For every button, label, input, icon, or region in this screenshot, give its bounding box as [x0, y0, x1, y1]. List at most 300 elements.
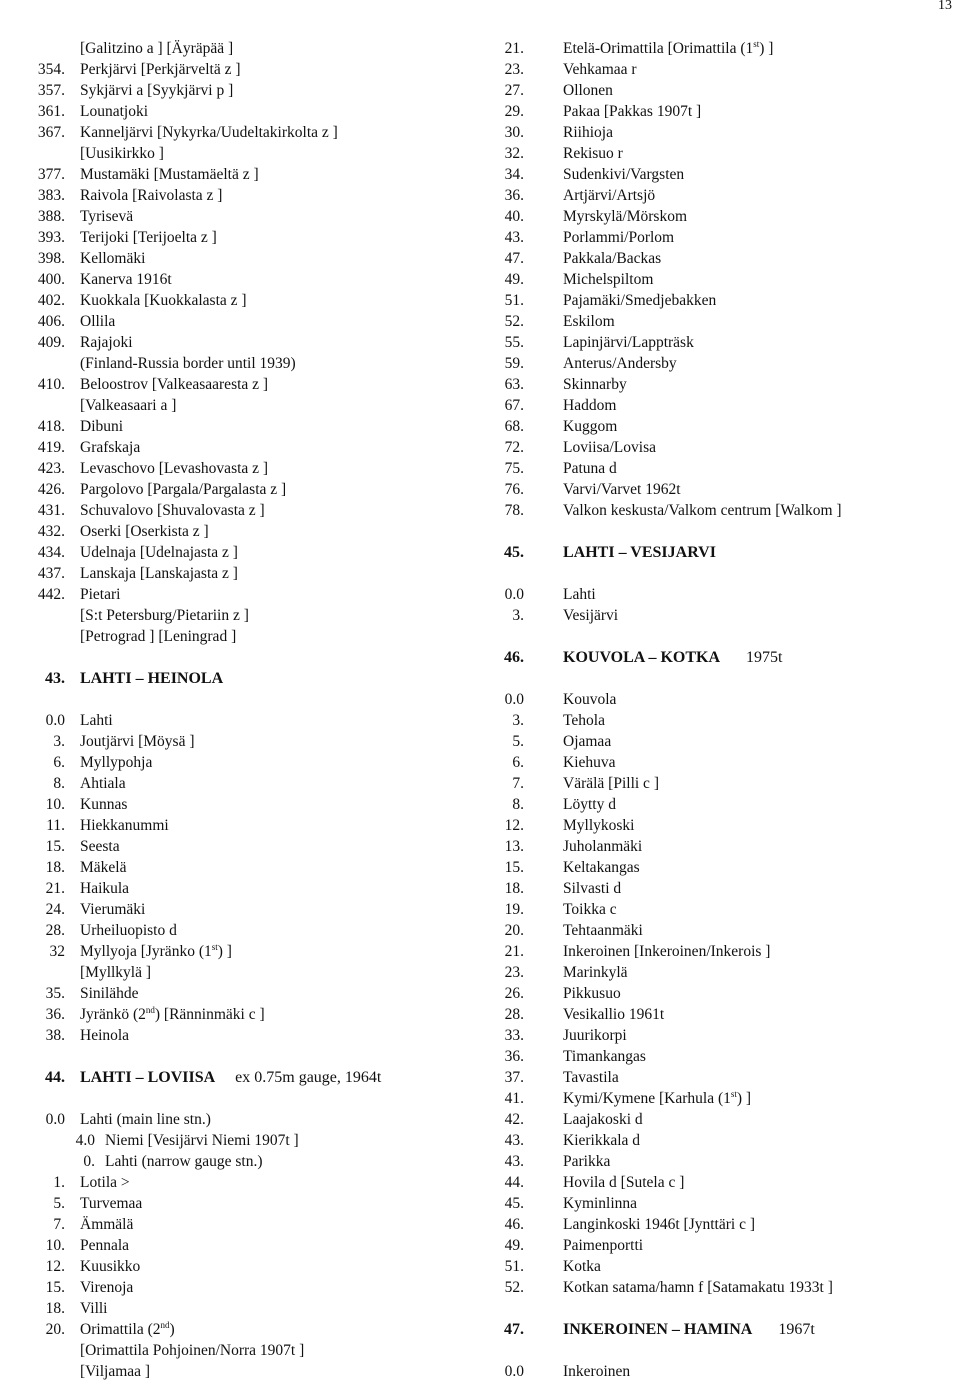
station-name: Löytty d	[563, 796, 616, 813]
km-value: 51.	[504, 292, 524, 309]
station-entry	[478, 878, 960, 899]
station-entry	[478, 1130, 960, 1151]
section-note: 1967t	[778, 1321, 815, 1338]
station-entry	[0, 206, 478, 227]
station-name: Mäkelä	[80, 859, 127, 876]
km-value: 7.	[512, 775, 524, 792]
station-entry	[478, 59, 960, 80]
station-entry	[0, 374, 478, 395]
station-name: Kotka	[563, 1258, 601, 1275]
km-value: 406.	[37, 313, 65, 330]
station-name: Lahti (narrow gauge stn.)	[105, 1153, 263, 1170]
km-value: 19.	[504, 901, 524, 918]
station-name: Silvasti d	[563, 880, 622, 897]
station-entry	[478, 1277, 960, 1298]
station-name: Myllykoski	[563, 817, 635, 834]
station-name: Ämmälä	[80, 1216, 134, 1233]
km-value: 432.	[37, 523, 65, 540]
km-value: 36.	[504, 1048, 524, 1065]
station-name: Marinkylä	[563, 964, 628, 981]
section-number: 45.	[504, 544, 524, 561]
station-name: Mustamäki [Mustamäeltä z ]	[80, 166, 259, 183]
station-name: Virenoja	[80, 1279, 134, 1296]
km-value: 377.	[37, 166, 65, 183]
km-value: 49.	[504, 1237, 524, 1254]
station-entry	[478, 899, 960, 920]
station-entry	[478, 143, 960, 164]
station-entry	[0, 878, 478, 899]
section-title: INKEROINEN – HAMINA	[563, 1321, 753, 1338]
section-heading	[478, 647, 960, 668]
section-heading	[478, 542, 960, 563]
station-name: Anterus/Andersby	[563, 355, 677, 372]
station-name-suffix: ) ]	[736, 1090, 752, 1107]
station-entry	[478, 38, 960, 59]
km-value: 78.	[504, 502, 524, 519]
station-name: Schuvalovo [Shuvalovasta z ]	[80, 502, 265, 519]
section-title: LAHTI – HEINOLA	[80, 670, 224, 687]
station-entry	[0, 752, 478, 773]
station-name: Kymi/Kymene [Karhula (1	[563, 1090, 731, 1107]
ordinal-suffix: st	[730, 1089, 737, 1099]
km-value: 8.	[53, 775, 65, 792]
km-value: 52.	[504, 313, 524, 330]
station-entry	[478, 1172, 960, 1193]
km-value: 1.	[53, 1174, 65, 1191]
station-entry	[478, 731, 960, 752]
section-number: 44.	[45, 1069, 65, 1086]
section-note: ex 0.75m gauge, 1964t	[235, 1069, 382, 1086]
km-value: 434.	[37, 544, 65, 561]
station-name: Tehola	[563, 712, 605, 729]
km-value: 15.	[45, 838, 65, 855]
station-entry	[478, 1088, 960, 1109]
station-entry	[478, 500, 960, 521]
section-heading	[0, 668, 478, 689]
station-name: Juholanmäki	[563, 838, 643, 855]
km-value: 67.	[504, 397, 524, 414]
station-name: Joutjärvi [Möysä ]	[80, 733, 195, 750]
km-value: 35.	[45, 985, 65, 1002]
km-value: 437.	[37, 565, 65, 582]
station-name: Michelspiltom	[563, 271, 654, 288]
station-entry	[478, 710, 960, 731]
station-name: Toikka c	[563, 901, 617, 918]
station-name-suffix: ) ]	[759, 40, 774, 57]
station-entry	[0, 1298, 478, 1319]
km-value: 409.	[37, 334, 65, 351]
section-heading	[0, 1067, 478, 1088]
station-entry	[0, 1319, 478, 1340]
entry-continuation	[0, 1361, 478, 1382]
station-entry	[0, 311, 478, 332]
station-name: Valkon keskusta/Valkom centrum [Walkom ]	[563, 502, 842, 519]
station-entry	[478, 1151, 960, 1172]
station-entry	[0, 1109, 478, 1130]
station-entry	[0, 185, 478, 206]
station-name: Kierikkala d	[563, 1132, 641, 1149]
station-name: Levaschovo [Levashovasta z ]	[80, 460, 269, 477]
section-heading	[478, 1319, 960, 1340]
station-name: [Orimattila Pohjoinen/Norra 1907t ]	[80, 1342, 305, 1359]
km-value: 10.	[45, 796, 65, 813]
km-value: 34.	[504, 166, 524, 183]
km-value: 59.	[504, 355, 524, 372]
km-value: 0.0	[504, 586, 524, 603]
station-entry	[0, 416, 478, 437]
station-name: [Myllkylä ]	[80, 964, 152, 981]
page-number: 13	[938, 0, 952, 13]
station-entry	[0, 1130, 478, 1151]
station-name: Myrskylä/Mörskom	[563, 208, 687, 225]
station-name: Seesta	[80, 838, 120, 855]
station-entry	[478, 1067, 960, 1088]
km-value: 43.	[504, 229, 524, 246]
station-name: Heinola	[80, 1027, 130, 1044]
section-title: LAHTI – VESIJARVI	[563, 544, 716, 561]
station-entry	[478, 1046, 960, 1067]
station-name: [Petrograd ] [Leningrad ]	[80, 628, 237, 645]
km-value: 49.	[504, 271, 524, 288]
km-value: 36.	[45, 1006, 65, 1023]
station-entry	[0, 122, 478, 143]
station-entry	[478, 1361, 960, 1382]
station-name: Lotila >	[80, 1174, 130, 1191]
km-value: 41.	[504, 1090, 524, 1107]
station-entry	[478, 815, 960, 836]
station-name: Timankangas	[563, 1048, 646, 1065]
station-name: [Valkeasaari a ]	[80, 397, 177, 414]
station-entry	[478, 458, 960, 479]
station-name: Kuusikko	[80, 1258, 141, 1275]
station-entry	[478, 416, 960, 437]
entry-continuation	[0, 962, 478, 983]
station-name: Kiehuva	[563, 754, 616, 771]
station-entry	[478, 689, 960, 710]
station-name: Langinkoski 1946t [Jynttäri c ]	[563, 1216, 755, 1233]
station-entry	[0, 521, 478, 542]
station-entry	[0, 248, 478, 269]
km-value: 0.	[83, 1153, 95, 1170]
station-entry	[478, 752, 960, 773]
station-name: Artjärvi/Artsjö	[563, 187, 656, 204]
station-entry	[478, 962, 960, 983]
station-entry	[0, 59, 478, 80]
station-name: Pikkusuo	[563, 985, 621, 1002]
entry-continuation	[0, 1340, 478, 1361]
station-entry	[0, 1172, 478, 1193]
station-entry	[478, 920, 960, 941]
km-value: 29.	[504, 103, 524, 120]
station-entry	[478, 122, 960, 143]
ordinal-suffix: nd	[160, 1320, 170, 1330]
station-name: Oserki [Oserkista z ]	[80, 523, 209, 540]
station-name: Kouvola	[563, 691, 617, 708]
station-name: Juurikorpi	[563, 1027, 627, 1044]
station-name: Vesikallio 1961t	[563, 1006, 665, 1023]
km-value: 402.	[37, 292, 65, 309]
station-entry	[478, 374, 960, 395]
station-entry	[478, 584, 960, 605]
station-name: Grafskaja	[80, 439, 141, 456]
station-name: Haikula	[80, 880, 130, 897]
km-value: 18.	[45, 1300, 65, 1317]
station-name: Etelä-Orimattila [Orimattila (1	[563, 40, 754, 57]
station-entry	[478, 353, 960, 374]
station-name: Pakkala/Backas	[563, 250, 662, 267]
km-value: 12.	[504, 817, 524, 834]
km-value: 24.	[45, 901, 65, 918]
station-name: Kanneljärvi [Nykyrka/Uudeltakirkolta z ]	[80, 124, 338, 141]
station-name: Lahti	[563, 586, 596, 603]
station-name: Dibuni	[80, 418, 124, 435]
station-entry	[478, 311, 960, 332]
station-name: [Viljamaa ]	[80, 1363, 151, 1380]
station-entry	[0, 1151, 478, 1172]
section-number: 43.	[45, 670, 65, 687]
km-value: 8.	[512, 796, 524, 813]
ordinal-suffix: st	[753, 39, 760, 49]
km-value: 30.	[504, 124, 524, 141]
station-name: Sykjärvi a [Syykjärvi p ]	[80, 82, 234, 99]
km-value: 42.	[504, 1111, 524, 1128]
ordinal-suffix: nd	[145, 1005, 155, 1015]
km-value: 10.	[45, 1237, 65, 1254]
station-entry	[0, 983, 478, 1004]
station-name-suffix: )	[169, 1321, 175, 1338]
km-value: 47.	[504, 250, 524, 267]
station-name: Niemi [Vesijärvi Niemi 1907t ]	[105, 1132, 299, 1149]
station-name: Kanerva 1916t	[80, 271, 172, 288]
km-value: 37.	[504, 1069, 524, 1086]
km-value: 15.	[504, 859, 524, 876]
station-entry	[0, 269, 478, 290]
station-name: Sinilähde	[80, 985, 139, 1002]
station-name: Turvemaa	[80, 1195, 143, 1212]
station-entry	[0, 1256, 478, 1277]
km-value: 51.	[504, 1258, 524, 1275]
km-value: 55.	[504, 334, 524, 351]
station-name: Ollila	[80, 313, 116, 330]
km-value: 357.	[37, 82, 65, 99]
station-entry	[478, 269, 960, 290]
station-name: Lanskaja [Lanskajasta z ]	[80, 565, 238, 582]
km-value: 23.	[504, 61, 524, 78]
km-value: 63.	[504, 376, 524, 393]
km-value: 32	[49, 943, 65, 960]
km-value: 52.	[504, 1279, 524, 1296]
entry-continuation	[0, 143, 478, 164]
km-value: 367.	[37, 124, 65, 141]
station-entry	[478, 164, 960, 185]
station-name: Vehkamaa r	[563, 61, 637, 78]
station-entry	[478, 1235, 960, 1256]
km-value: 11.	[46, 817, 65, 834]
km-value: 5.	[512, 733, 524, 750]
km-value: 72.	[504, 439, 524, 456]
station-entry	[478, 1193, 960, 1214]
station-entry	[0, 458, 478, 479]
km-value: 75.	[504, 460, 524, 477]
station-name: Myllypohja	[80, 754, 153, 771]
station-entry	[478, 983, 960, 1004]
km-value: 12.	[45, 1258, 65, 1275]
station-name: Skinnarby	[563, 376, 627, 393]
station-name: Tyrisevä	[80, 208, 134, 225]
station-name: Lahti	[80, 712, 113, 729]
station-name: Parikka	[563, 1153, 611, 1170]
station-entry	[0, 773, 478, 794]
station-entry	[0, 542, 478, 563]
km-value: 68.	[504, 418, 524, 435]
km-value: 43.	[504, 1132, 524, 1149]
station-entry	[0, 227, 478, 248]
km-value: 0.0	[504, 1363, 524, 1380]
station-entry	[478, 794, 960, 815]
km-value: 21.	[45, 880, 65, 897]
entry-continuation	[0, 395, 478, 416]
station-name: Lahti (main line stn.)	[80, 1111, 211, 1128]
km-value: 38.	[45, 1027, 65, 1044]
station-entry	[0, 290, 478, 311]
station-entry	[0, 563, 478, 584]
station-entry	[0, 584, 478, 605]
station-entry	[0, 710, 478, 731]
entry-continuation	[0, 38, 478, 59]
section-note: 1975t	[746, 649, 783, 666]
station-entry	[478, 605, 960, 626]
km-value: 28.	[45, 922, 65, 939]
km-value: 419.	[37, 439, 65, 456]
km-value: 18.	[45, 859, 65, 876]
km-value: 32.	[504, 145, 524, 162]
station-entry	[478, 836, 960, 857]
station-entry	[0, 941, 478, 962]
km-value: 0.0	[45, 712, 65, 729]
km-value: 0.0	[504, 691, 524, 708]
station-entry	[478, 80, 960, 101]
station-name: Varvi/Varvet 1962t	[563, 481, 681, 498]
station-name: Pakaa [Pakkas 1907t ]	[563, 103, 702, 120]
station-entry	[478, 395, 960, 416]
station-name: Porlammi/Porlom	[563, 229, 675, 246]
km-value: 410.	[37, 376, 65, 393]
km-value: 45.	[504, 1195, 524, 1212]
km-value: 23.	[504, 964, 524, 981]
km-value: 400.	[37, 271, 65, 288]
station-entry	[0, 794, 478, 815]
station-name: Hiekkanummi	[80, 817, 169, 834]
station-name: Raivola [Raivolasta z ]	[80, 187, 223, 204]
station-entry	[0, 920, 478, 941]
station-name: Lounatjoki	[80, 103, 149, 120]
station-name: Kunnas	[80, 796, 128, 813]
station-entry	[0, 479, 478, 500]
km-value: 33.	[504, 1027, 524, 1044]
station-name: Lapinjärvi/Lappträsk	[563, 334, 694, 351]
station-entry	[0, 1235, 478, 1256]
station-entry	[0, 1004, 478, 1025]
entry-continuation	[0, 605, 478, 626]
km-value: 393.	[37, 229, 65, 246]
km-value: 388.	[37, 208, 65, 225]
station-name: Beloostrov [Valkeasaaresta z ]	[80, 376, 269, 393]
station-name: Ollonen	[563, 82, 613, 99]
km-value: 442.	[37, 586, 65, 603]
km-value: 21.	[504, 943, 524, 960]
station-name: Inkeroinen	[563, 1363, 631, 1380]
station-entry	[478, 290, 960, 311]
station-name: Kellomäki	[80, 250, 146, 267]
station-name: Myllyoja [Jyränko (1	[80, 943, 212, 960]
station-name: Laajakoski d	[563, 1111, 643, 1128]
entry-continuation	[0, 353, 478, 374]
station-entry	[478, 1109, 960, 1130]
section-title: LAHTI – LOVIISA	[80, 1069, 216, 1086]
km-value: 0.0	[45, 1111, 65, 1128]
station-name: Paimenportti	[563, 1237, 644, 1254]
station-entry	[0, 500, 478, 521]
station-name: Perkjärvi [Perkjärveltä z ]	[80, 61, 241, 78]
station-entry	[478, 206, 960, 227]
station-entry	[478, 1004, 960, 1025]
station-name-suffix: ) ]	[217, 943, 232, 960]
section-number: 46.	[504, 649, 524, 666]
station-name: Vierumäki	[80, 901, 146, 918]
station-name: Loviisa/Lovisa	[563, 439, 656, 456]
station-name: Vesijärvi	[563, 607, 619, 624]
station-entry	[478, 437, 960, 458]
section-number: 47.	[504, 1321, 524, 1338]
km-value: 423.	[37, 460, 65, 477]
station-name: Villi	[80, 1300, 108, 1317]
station-name: Inkeroinen [Inkeroinen/Inkerois ]	[563, 943, 771, 960]
station-name: Kuokkala [Kuokkalasta z ]	[80, 292, 247, 309]
station-name: Sudenkivi/Vargsten	[563, 166, 685, 183]
km-value: 3.	[512, 712, 524, 729]
station-entry	[0, 80, 478, 101]
km-value: 383.	[37, 187, 65, 204]
km-value: 3.	[512, 607, 524, 624]
station-name: Urheiluopisto d	[80, 922, 177, 939]
station-name: Kyminlinna	[563, 1195, 638, 1212]
station-entry	[478, 248, 960, 269]
station-entry	[0, 1025, 478, 1046]
km-value: 46.	[504, 1216, 524, 1233]
station-entry	[0, 164, 478, 185]
station-entry	[478, 1025, 960, 1046]
km-value: 27.	[504, 82, 524, 99]
station-name: Pajamäki/Smedjebakken	[563, 292, 717, 309]
station-name: (Finland-Russia border until 1939)	[80, 355, 296, 372]
km-value: 44.	[504, 1174, 524, 1191]
km-value: 354.	[37, 61, 65, 78]
station-name: Pennala	[80, 1237, 130, 1254]
station-entry	[0, 857, 478, 878]
km-value: 43.	[504, 1153, 524, 1170]
km-value: 28.	[504, 1006, 524, 1023]
station-entry	[0, 836, 478, 857]
station-entry	[478, 773, 960, 794]
station-entry	[0, 899, 478, 920]
station-entry	[478, 941, 960, 962]
station-name: [Galitzino a ] [Äyräpää ]	[80, 40, 234, 57]
station-entry	[0, 1277, 478, 1298]
km-value: 13.	[504, 838, 524, 855]
km-value: 3.	[53, 733, 65, 750]
station-name: Tehtaanmäki	[563, 922, 643, 939]
station-entry	[478, 332, 960, 353]
